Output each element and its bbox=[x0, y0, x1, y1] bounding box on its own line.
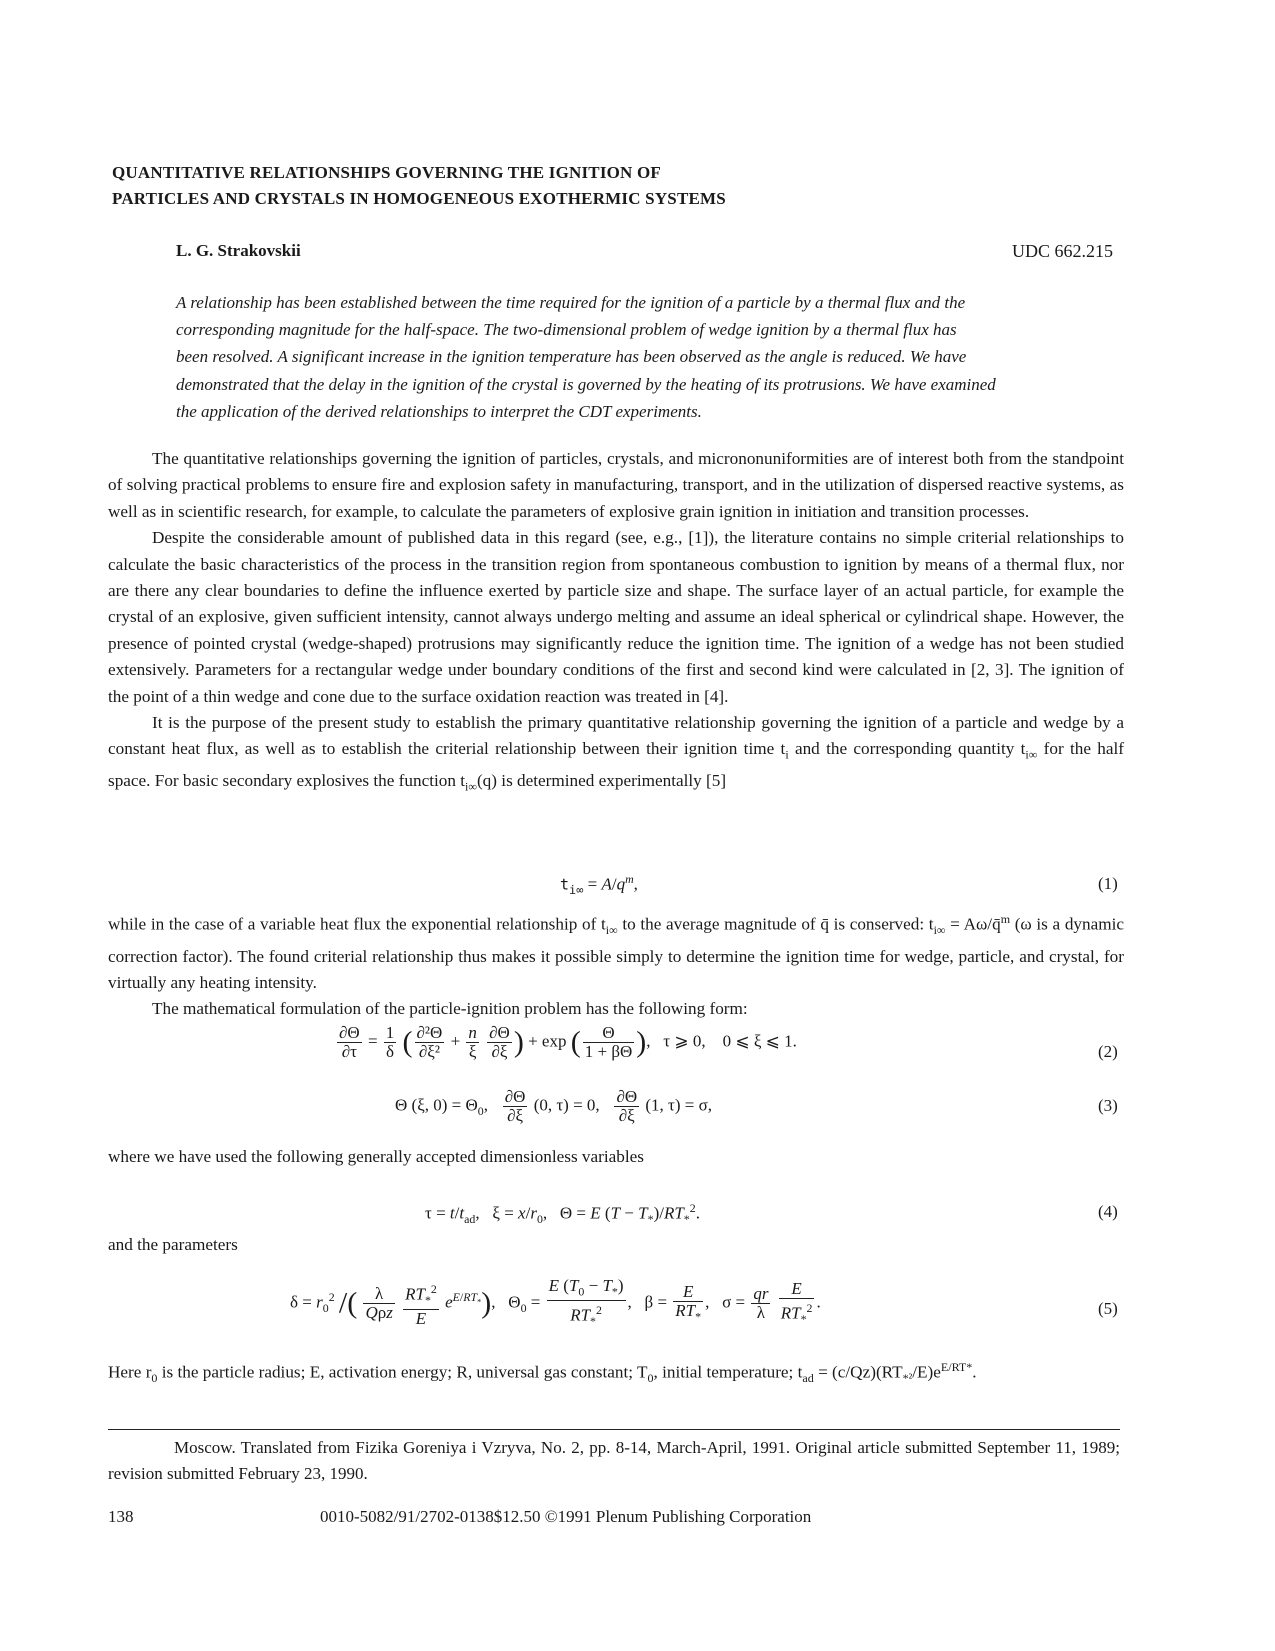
body-text-block-4 bbox=[108, 1232, 1124, 1258]
equation-1: $t_{i\infty} = A/q^m$, bbox=[560, 872, 638, 898]
equation-number-5: (5) bbox=[1098, 1299, 1118, 1318]
equation-3: Θ (ξ, $0) = \Theta_0$, $\frac{\partial\Theta}{\partial\xi}$ (0, τ) = 0, $\frac{\partial\Theta}{\partial\xi}$ (1, τ) = σ, bbox=[395, 1087, 713, 1125]
abstract-line: demonstrated that the delay in the ignition of the crystal is governed by the heating of its protrusions. We have examined bbox=[176, 374, 996, 394]
footnote-rule bbox=[108, 1429, 1120, 1430]
abstract-line: A relationship has been established between the time required for the ignition of a particle by a thermal flux and the bbox=[176, 293, 966, 312]
equation-number-1: (1) bbox=[1098, 874, 1118, 893]
equation-number-2: (2) bbox=[1098, 1042, 1118, 1061]
udc-code: UDC 662.215 bbox=[1012, 241, 1114, 261]
paragraph-5: The mathematical formulation of the particle-ignition problem has the following form: bbox=[152, 999, 748, 1019]
equation-number-4: (4) bbox=[1098, 1202, 1118, 1221]
page-number: 138 bbox=[108, 1507, 134, 1526]
body-text-block-1 bbox=[108, 446, 1124, 800]
paragraph-1: The quantitative relationships governing the ignition of particles, crystals, and micrononuniformities are of interest both from the standpoint of solving practical problems to ensure fire and explosion safety in manufacturing, transport, and in the utilization of dispersed reactive systems, as well as in scientific research, for example, to calculate the parameters of explosive grain ignition in initiation and transition processes. bbox=[108, 449, 1124, 521]
footnote: Moscow. Translated from Fizika Goreniya i Vzryva, No. 2, pp. 8-14, March-April, 1991. Original article submitted September 11, 1989; revision submitted February 23, 1990. bbox=[108, 1438, 1120, 1483]
body-text-block-3 bbox=[108, 1144, 1124, 1170]
paragraph-2: Despite the considerable amount of published data in this regard (see, e.g., [1]), the literature contains no simple criterial relationships to calculate the basic characteristics of the process in the transition region from spontaneous combustion to ignition by means of a thermal flux, nor are there any clear boundaries to define the influence exerted by particle size and shape. The surface layer of an actual particle, for example the crystal of an explosive, given sufficient intensity, cannot always undergo melting and assume an ideal spherical or cylindrical shape. However, the presence of pointed crystal (wedge-shaped) protrusions may significantly reduce the ignition time. The ignition of a wedge has not been studied extensively. Parameters for a rectangular wedge under boundary conditions of the first and second kind were calculated in [2, 3]. The ignition of the point of a thin wedge and cone due to the surface oxidation reaction was treated in [4]. bbox=[108, 528, 1124, 706]
abstract bbox=[176, 289, 1096, 425]
abstract-line: the application of the derived relationships to interpret the CDT experiments. bbox=[176, 401, 702, 421]
paragraph-6: where we have used the following generally accepted dimensionless variables bbox=[108, 1147, 644, 1166]
paragraph-4: while in the case of a variable heat flux the exponential relationship of $t_{i\infty}$ to the average magnitude of q̄ is conserved: $t_{i\infty}$ = Aω/q̄$^m$ (ω is a dynamic correction factor). The found criterial relationship thus makes it possible simply to determine the ignition time for wedge, particle, and crystal, for virtually any heating intensity. bbox=[108, 912, 1125, 992]
abstract-line: been resolved. A significant increase in the ignition temperature has been observed as the angle is reduced. We have bbox=[176, 347, 967, 367]
equation-number-3: (3) bbox=[1098, 1096, 1118, 1115]
copyright-line: 0010-5082/91/2702-0138$12.50 ©1991 Plenum Publishing Corporation bbox=[320, 1507, 812, 1526]
body-text-block-5 bbox=[108, 1354, 1124, 1392]
paragraph-3: It is the purpose of the present study to establish the primary quantitative relationship governing the ignition of a particle and wedge by a constant heat flux, as well as to establish the criterial relationship between their ignition time $t_i$ and the corresponding quantity $t_{i\infty}$ for the half space. For basic secondary explosives the function $t_{i\infty}(q)$ is determined experimentally [5] bbox=[108, 713, 1125, 794]
title-line-1: QUANTITATIVE RELATIONSHIPS GOVERNING THE IGNITION OF bbox=[112, 163, 661, 182]
author: L. G. Strakovskii bbox=[176, 241, 301, 260]
equation-4: $\tau = t/t_{ad}$, $\xi = x/r_0$, Θ = E $(T - T_*)/RT_*^2$. bbox=[425, 1201, 700, 1227]
equation-2: $\frac{\partial\Theta}{\partial\tau}$ = $\frac{1}{\delta}$ ( $\frac{\text{∂²Θ}}{\text{∂ξ²}}$ + $\frac{n}{\xi}$ $\frac{\partial\Theta}{\partial\xi}$ ) + exp ( $\frac{\Theta}{1 + \beta\Theta}$ ), τ ⩾ 0, 0 ⩽ ξ ⩽ 1. bbox=[339, 1023, 797, 1061]
body-text-block-2 bbox=[108, 906, 1124, 1023]
title-line-2: PARTICLES AND CRYSTALS IN HOMOGENEOUS EXOTHERMIC SYSTEMS bbox=[112, 189, 726, 208]
paper-title bbox=[112, 160, 1112, 212]
equation-5: $\delta = r_0^2$ /( $\frac{\lambda}{\text{Qρz}}$ $\frac{RT_*^2}{E}$ $e^{E/RT_*}$), $\Theta_0$ = $\frac{E (T_0 - T_*)}{RT_*^2}$ , β = $\frac{E}{RT_*}$ , σ = $\frac{qr}{\lambda}$ $\frac{E}{RT_*^2}$ . bbox=[290, 1276, 821, 1329]
paragraph-7: and the parameters bbox=[108, 1235, 238, 1254]
paragraph-8: Here $r_0$ is the particle radius; E, activation energy; R, universal gas constant; $T_0$, initial temperature; $t_{ad} = (c/Qz)(RT_{*^2}/E)e^{E/RT*}$. bbox=[108, 1360, 977, 1386]
abstract-line: corresponding magnitude for the half-space. The two-dimensional problem of wedge ignition by a thermal flux has bbox=[176, 320, 957, 340]
